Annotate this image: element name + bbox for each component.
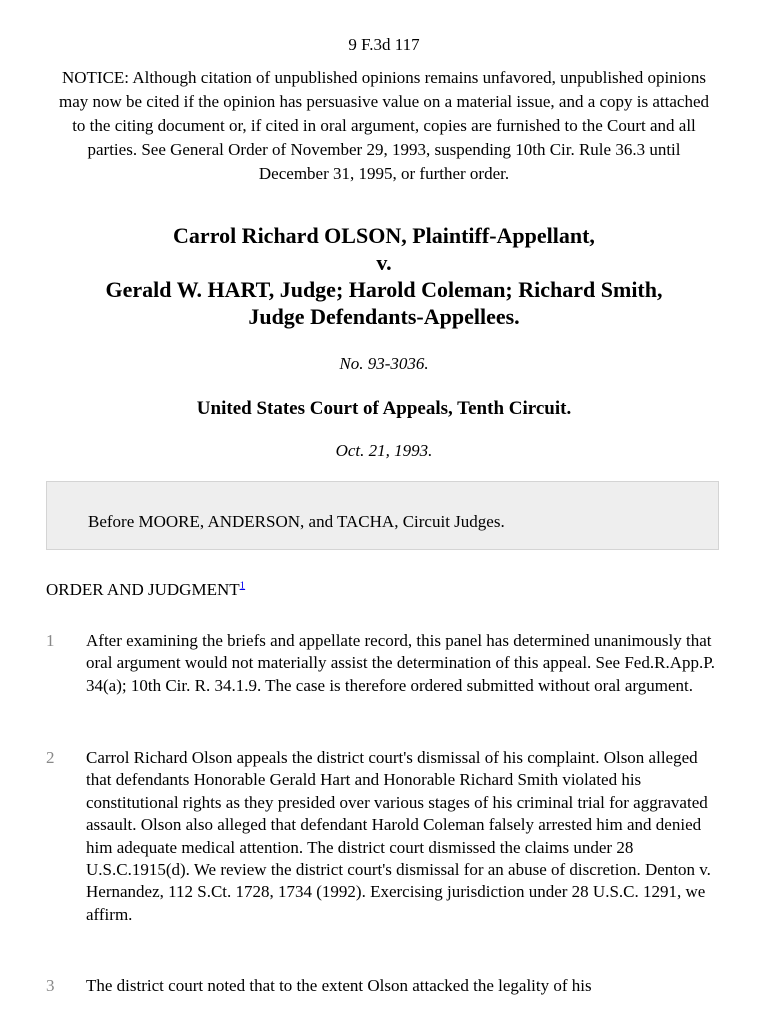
docket-number: No. 93-3036. [339,354,429,373]
judges-text: Before MOORE, ANDERSON, and TACHA, Circuit Judges. [88,512,505,531]
paragraph-number: 2 [46,748,55,767]
versus-line: v. [376,250,392,275]
paragraph-number: 3 [46,976,55,995]
judges-panel [46,481,719,550]
decision-date: Oct. 21, 1993. [335,441,433,460]
order-heading-label: ORDER AND JUDGMENT [46,580,240,599]
case-citation: 9 F.3d 117 [348,35,420,54]
case-caption [40,222,728,330]
footnote-link[interactable]: 1 [239,579,246,592]
court-name: United States Court of Appeals, Tenth Circuit. [196,398,572,419]
unpublished-notice: NOTICE: Although citation of unpublished opinions remains unfavored, unpublished opinions may now be cited if the opinion has persuasive value on a material issue, and a copy is attached to the citing document or, if cited in oral argument, copies are furnished to the Court and all parties. See General Order of November 29, 1993, suspending 10th Cir. Rule 36.3 until December 31, 1995, or further order. [58,68,710,183]
paragraph-text: Carrol Richard Olson appeals the district court's dismissal of his complaint. Olson alleged that defendants Honorable Gerald Hart and Honorable Richard Smith violated his constitutional rights as they presided over various stages of his criminal trial for aggravated assault. Olson also alleged that defendant Harold Coleman falsely arrested him and denied him adequate medical attention. The district court dismissed the claims under 28 U.S.C.1915(d). We review the district court's dismissal for an abuse of discretion. Denton v. Hernandez, 112 S.Ct. 1728, 1734 (1992). Exercising jurisdiction under 28 U.S.C. 1291, we affirm. [86,748,711,924]
plaintiff-line: Carrol Richard OLSON, Plaintiff-Appellant, [173,223,595,248]
defendants-line-1: Gerald W. HART, Judge; Harold Coleman; Richard Smith, [105,277,663,302]
defendants-line-2: Judge Defendants-Appellees. [248,304,520,329]
paragraph-text: After examining the briefs and appellate record, this panel has determined unanimously that oral argument would not materially assist the determination of this appeal. See Fed.R.App.P. 34(a); 10th Cir. R. 34.1.9. The case is therefore ordered submitted without oral argument. [86,631,716,695]
paragraph-text: The district court noted that to the extent Olson attacked the legality of his [86,976,592,995]
paragraph-number: 1 [46,631,55,650]
order-heading [46,579,245,601]
